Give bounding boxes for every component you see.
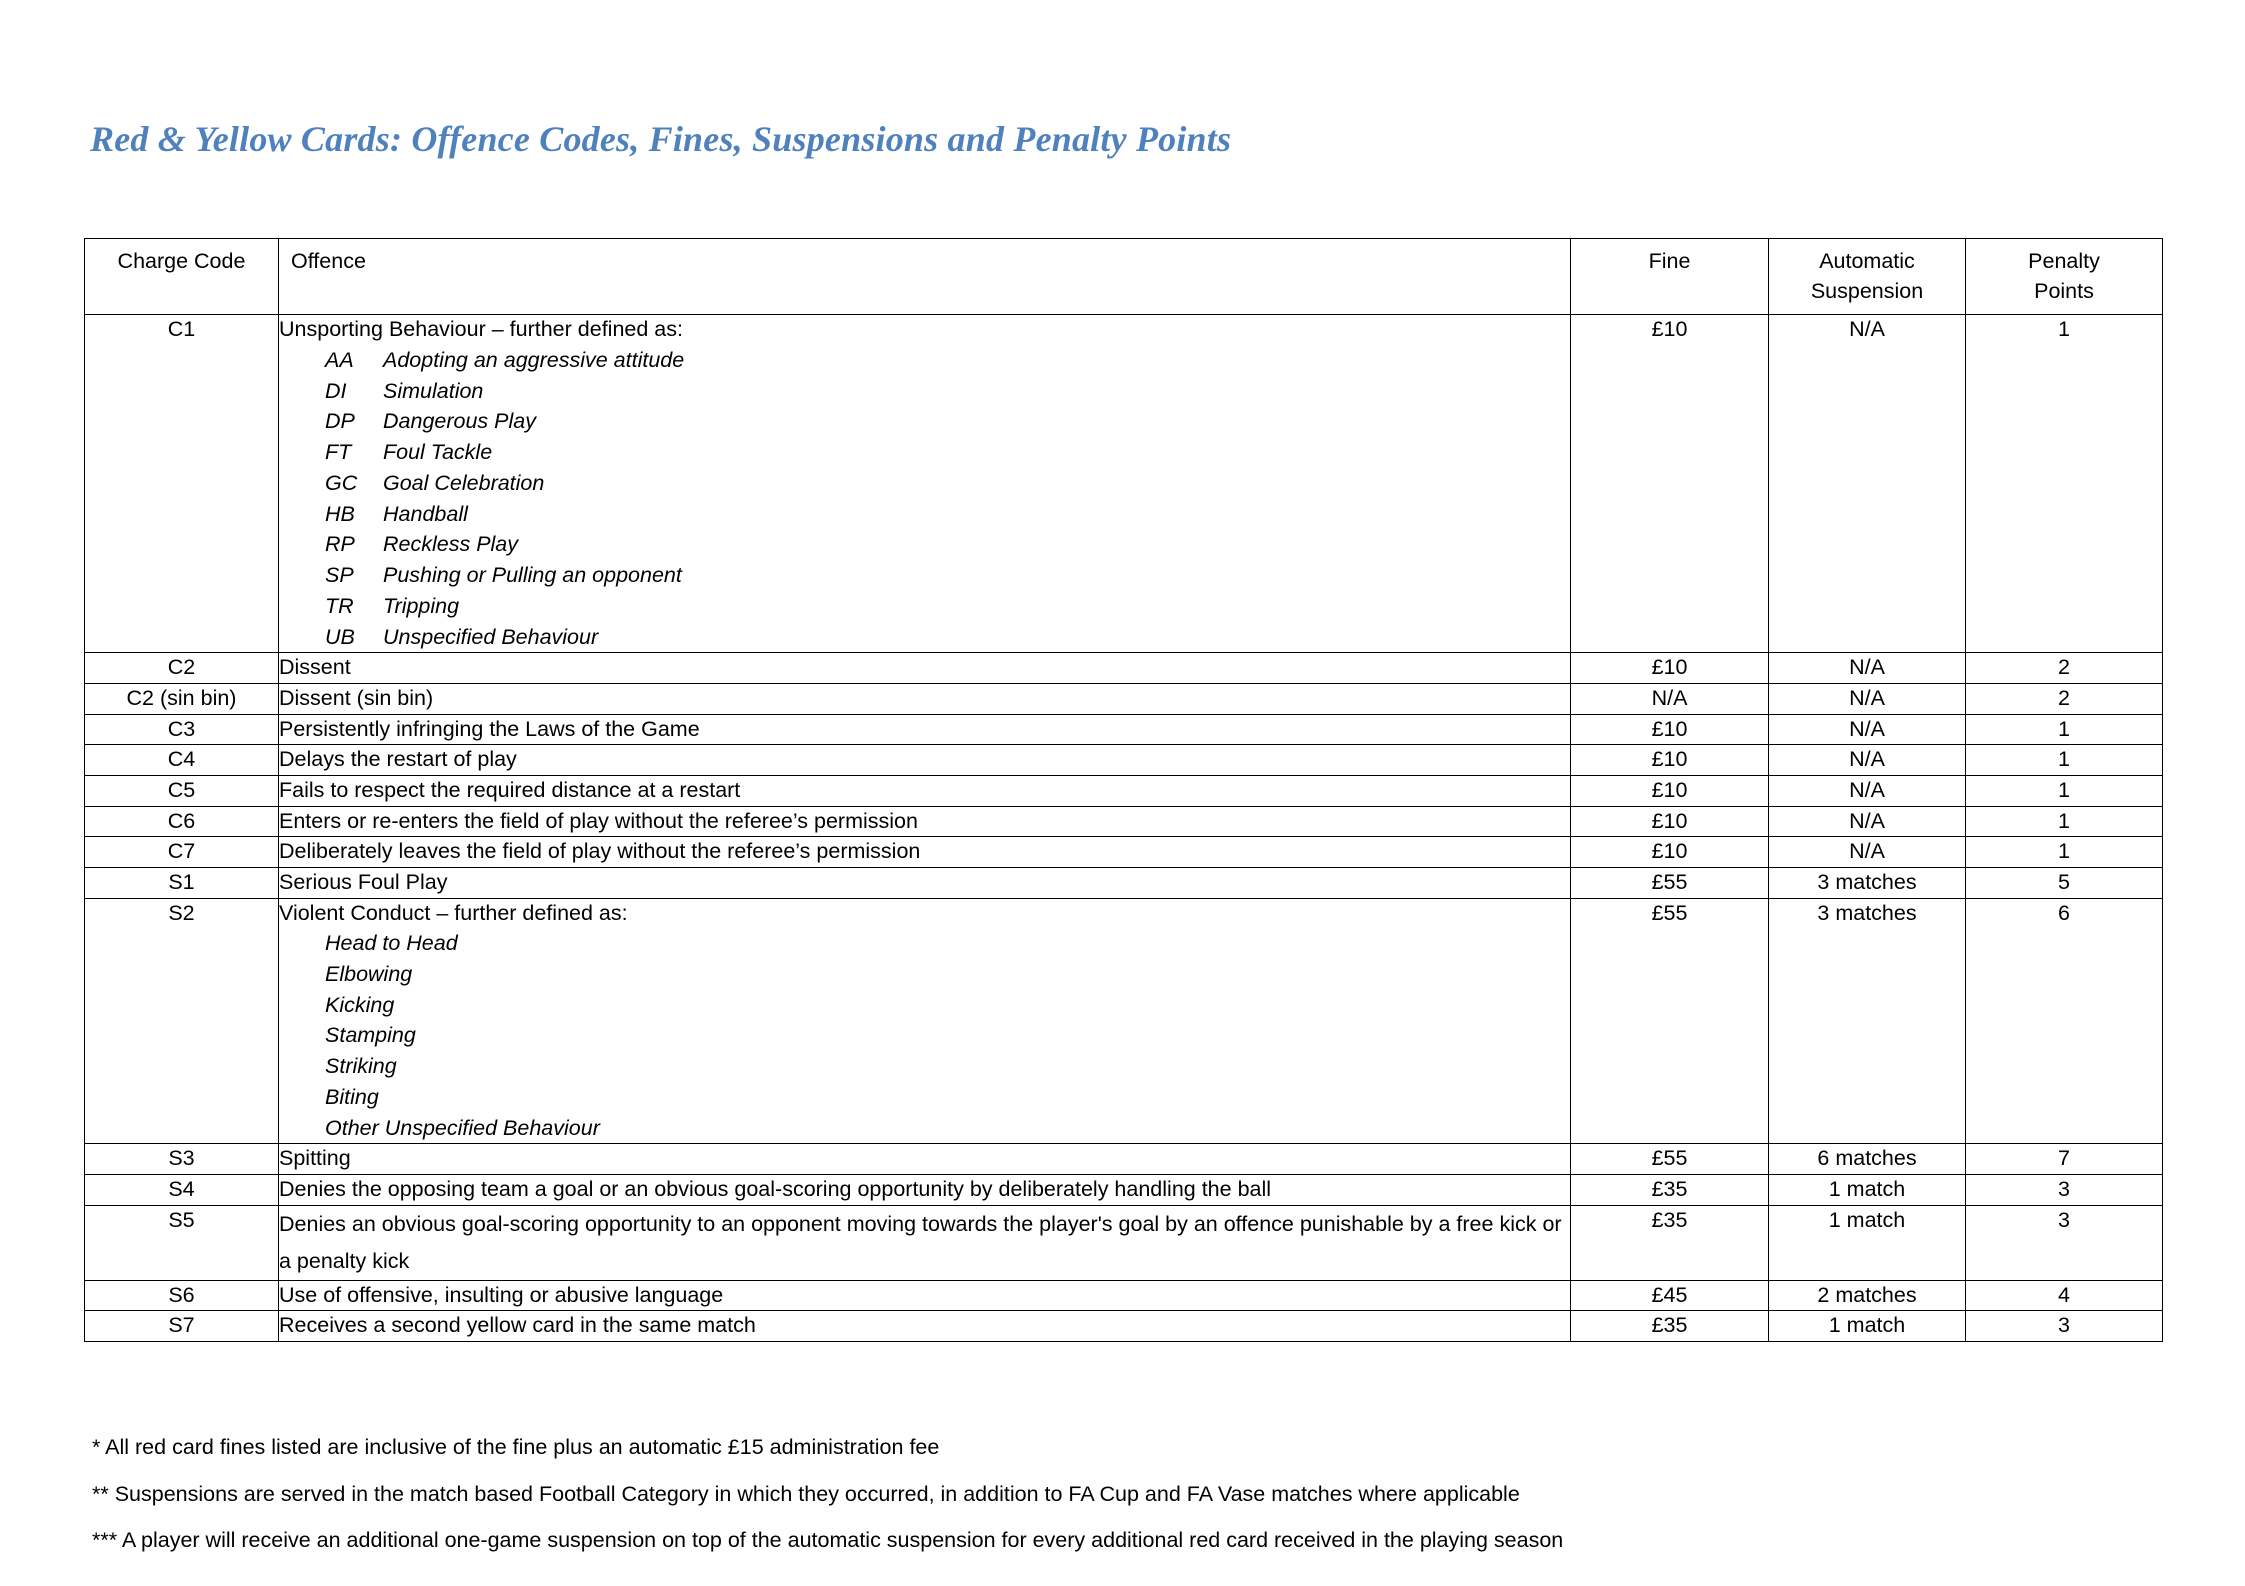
column-header-automatic-suspension	[1769, 239, 1966, 315]
cell-fine: £35	[1571, 1311, 1769, 1342]
offence-sub-item-label: Biting	[325, 1084, 379, 1109]
offence-sub-item-code: GC	[325, 470, 358, 495]
cell-offence	[279, 837, 1571, 868]
offence-sub-item-code: DP	[325, 409, 355, 434]
offence-sub-item	[279, 437, 1570, 468]
offence-sub-item-label: Striking	[325, 1054, 397, 1079]
cell-automatic-suspension: 6 matches	[1769, 1144, 1966, 1175]
offence-text: Delays the restart of play	[279, 747, 517, 772]
cell-fine: £10	[1571, 745, 1769, 776]
cell-offence	[279, 806, 1571, 837]
offence-sub-item-code: AA	[325, 347, 354, 372]
cell-fine: £10	[1571, 653, 1769, 684]
table-row	[85, 653, 2163, 684]
offence-sub-item-label: Simulation	[383, 378, 484, 403]
cell-charge-code: S5	[85, 1205, 279, 1280]
offence-text: Use of offensive, insulting or abusive language	[279, 1282, 724, 1307]
footnotes	[92, 1437, 2152, 1577]
cell-automatic-suspension: 3 matches	[1769, 867, 1966, 898]
column-header-automatic-suspension-line1: Automatic	[1819, 249, 1915, 273]
offence-sub-item-label: Foul Tackle	[383, 440, 493, 465]
cell-automatic-suspension: 3 matches	[1769, 898, 1966, 1144]
cell-offence	[279, 653, 1571, 684]
cell-charge-code: C3	[85, 714, 279, 745]
cell-penalty-points: 1	[1966, 775, 2163, 806]
offence-sub-item-label: Kicking	[325, 992, 395, 1017]
table-row	[85, 683, 2163, 714]
cell-automatic-suspension: N/A	[1769, 653, 1966, 684]
cell-charge-code: C6	[85, 806, 279, 837]
offence-sub-item-code: SP	[325, 563, 354, 588]
offence-sub-item	[279, 1082, 1570, 1113]
cell-penalty-points: 5	[1966, 867, 2163, 898]
offence-sub-item	[279, 468, 1570, 499]
cell-automatic-suspension: 1 match	[1769, 1205, 1966, 1280]
cell-charge-code: C2 (sin bin)	[85, 683, 279, 714]
offence-sub-item	[279, 529, 1570, 560]
table-row	[85, 898, 2163, 1144]
cell-fine: £10	[1571, 806, 1769, 837]
cell-penalty-points: 2	[1966, 683, 2163, 714]
offence-sub-item	[279, 928, 1570, 959]
table-row	[85, 806, 2163, 837]
cell-charge-code: S4	[85, 1175, 279, 1206]
cell-charge-code: S2	[85, 898, 279, 1144]
offence-text: Serious Foul Play	[279, 869, 448, 894]
cell-charge-code: S6	[85, 1280, 279, 1311]
offence-sub-item-code: DI	[325, 378, 347, 403]
cell-charge-code: C5	[85, 775, 279, 806]
offence-sub-item-label: Elbowing	[325, 961, 413, 986]
table-row	[85, 745, 2163, 776]
offence-sub-item-label: Unspecified Behaviour	[383, 624, 599, 649]
offence-sub-item	[279, 499, 1570, 530]
table-header	[85, 239, 2163, 315]
footnote: * All red card fines listed are inclusive of the fine plus an automatic £15 administration fee	[92, 1435, 940, 1459]
cell-offence	[279, 1280, 1571, 1311]
offence-text: Fails to respect the required distance at a restart	[279, 777, 741, 802]
offence-sub-item-label: Other Unspecified Behaviour	[325, 1115, 600, 1140]
cell-offence	[279, 1311, 1571, 1342]
cell-offence	[279, 1175, 1571, 1206]
table-row	[85, 1205, 2163, 1280]
column-header-penalty-points	[1966, 239, 2163, 315]
offence-sub-item-label: Handball	[383, 501, 468, 526]
cell-offence	[279, 1144, 1571, 1175]
offence-sub-item-code: FT	[325, 440, 352, 465]
offence-text: Deliberately leaves the field of play without the referee’s permission	[279, 839, 921, 864]
cell-offence	[279, 714, 1571, 745]
cell-automatic-suspension: 1 match	[1769, 1311, 1966, 1342]
offence-sub-item-label: Stamping	[325, 1023, 416, 1048]
cell-offence	[279, 775, 1571, 806]
cell-fine: £45	[1571, 1280, 1769, 1311]
offence-text: Violent Conduct – further defined as:	[279, 900, 628, 925]
cell-offence	[279, 315, 1571, 653]
table-row	[85, 315, 2163, 653]
cell-penalty-points: 1	[1966, 315, 2163, 653]
offence-sub-item	[279, 406, 1570, 437]
offence-text: Unsporting Behaviour – further defined as:	[279, 317, 683, 342]
offence-text: Dissent (sin bin)	[279, 685, 434, 710]
offence-sub-item	[279, 990, 1570, 1021]
offence-codes-table	[84, 238, 2163, 1342]
cell-penalty-points: 1	[1966, 837, 2163, 868]
cell-fine: £10	[1571, 714, 1769, 745]
cell-offence	[279, 683, 1571, 714]
offence-sub-item-code: RP	[325, 532, 355, 557]
table-row	[85, 837, 2163, 868]
offence-sub-item	[279, 1113, 1570, 1144]
offence-text: Denies an obvious goal-scoring opportunity to an opponent moving towards the player's goal by an offence punishable by a free kick or a penalty kick	[279, 1211, 1562, 1273]
cell-penalty-points: 3	[1966, 1205, 2163, 1280]
cell-fine: N/A	[1571, 683, 1769, 714]
cell-fine: £10	[1571, 775, 1769, 806]
cell-penalty-points: 1	[1966, 714, 2163, 745]
offence-sub-item-label: Head to Head	[325, 931, 458, 956]
cell-offence	[279, 867, 1571, 898]
offence-sub-item-label: Goal Celebration	[383, 470, 545, 495]
offence-sub-item	[279, 1020, 1570, 1051]
cell-penalty-points: 3	[1966, 1311, 2163, 1342]
cell-penalty-points: 4	[1966, 1280, 2163, 1311]
footnote: ** Suspensions are served in the match based Football Category in which they occurred, in addition to FA Cup and FA Vase matches where applicable	[92, 1481, 1520, 1506]
cell-fine: £55	[1571, 1144, 1769, 1175]
column-header-fine: Fine	[1571, 239, 1769, 315]
offence-sub-item	[279, 959, 1570, 990]
offence-sub-item	[279, 376, 1570, 407]
cell-automatic-suspension: N/A	[1769, 837, 1966, 868]
footnote: *** A player will receive an additional one-game suspension on top of the automatic suspension for every additional red card received in the playing season	[92, 1528, 1564, 1552]
column-header-penalty-points-line2: Points	[2034, 278, 2094, 303]
offence-sub-item	[279, 560, 1570, 591]
cell-offence	[279, 745, 1571, 776]
offence-sub-item	[279, 591, 1570, 622]
cell-fine: £35	[1571, 1205, 1769, 1280]
cell-automatic-suspension: N/A	[1769, 806, 1966, 837]
cell-penalty-points: 2	[1966, 653, 2163, 684]
cell-offence	[279, 1205, 1571, 1280]
offence-sub-list	[279, 928, 1570, 1143]
table-header-row	[85, 239, 2163, 315]
column-header-offence: Offence	[279, 239, 1571, 315]
cell-charge-code: S1	[85, 867, 279, 898]
offence-text: Enters or re-enters the field of play without the referee’s permission	[279, 808, 918, 833]
offence-sub-item-code: UB	[325, 624, 355, 649]
column-header-automatic-suspension-line2: Suspension	[1810, 278, 1924, 303]
table-row	[85, 867, 2163, 898]
table-row	[85, 1280, 2163, 1311]
cell-automatic-suspension: N/A	[1769, 714, 1966, 745]
cell-charge-code: S3	[85, 1144, 279, 1175]
column-header-penalty-points-line1: Penalty	[2028, 249, 2100, 273]
cell-penalty-points: 1	[1966, 806, 2163, 837]
table-row	[85, 1144, 2163, 1175]
cell-charge-code: C7	[85, 837, 279, 868]
table-row	[85, 714, 2163, 745]
offence-text: Dissent	[279, 655, 351, 680]
cell-charge-code: C4	[85, 745, 279, 776]
offence-text: Receives a second yellow card in the same match	[279, 1313, 756, 1338]
offence-text: Spitting	[279, 1146, 351, 1171]
cell-automatic-suspension: 1 match	[1769, 1175, 1966, 1206]
cell-penalty-points: 7	[1966, 1144, 2163, 1175]
offence-sub-item-label: Adopting an aggressive attitude	[383, 347, 685, 372]
cell-automatic-suspension: N/A	[1769, 315, 1966, 653]
offence-sub-item-label: Tripping	[383, 593, 460, 618]
offence-sub-item-code: HB	[325, 501, 355, 526]
table-row	[85, 775, 2163, 806]
offence-sub-item-label: Dangerous Play	[383, 409, 536, 434]
cell-automatic-suspension: 2 matches	[1769, 1280, 1966, 1311]
cell-penalty-points: 1	[1966, 745, 2163, 776]
cell-penalty-points: 3	[1966, 1175, 2163, 1206]
offence-sub-item	[279, 345, 1570, 376]
table-row	[85, 1175, 2163, 1206]
offence-sub-item-label: Reckless Play	[383, 532, 519, 557]
cell-fine: £35	[1571, 1175, 1769, 1206]
cell-charge-code: C2	[85, 653, 279, 684]
offence-sub-list	[279, 345, 1570, 652]
table-body	[85, 315, 2163, 1342]
cell-charge-code: S7	[85, 1311, 279, 1342]
cell-fine: £10	[1571, 315, 1769, 653]
cell-charge-code: C1	[85, 315, 279, 653]
cell-fine: £55	[1571, 867, 1769, 898]
column-header-charge-code: Charge Code	[85, 239, 279, 315]
cell-penalty-points: 6	[1966, 898, 2163, 1144]
cell-fine: £55	[1571, 898, 1769, 1144]
cell-fine: £10	[1571, 837, 1769, 868]
page-title: Red & Yellow Cards: Offence Codes, Fines, Suspensions and Penalty Points	[90, 119, 1232, 159]
offence-sub-item-label: Pushing or Pulling an opponent	[383, 563, 682, 588]
offence-text: Persistently infringing the Laws of the Game	[279, 716, 700, 741]
cell-offence	[279, 898, 1571, 1144]
table-row	[85, 1311, 2163, 1342]
offence-sub-item	[279, 1051, 1570, 1082]
offence-sub-item	[279, 622, 1570, 653]
offence-text: Denies the opposing team a goal or an obvious goal-scoring opportunity by deliberately handling the ball	[279, 1177, 1272, 1202]
cell-automatic-suspension: N/A	[1769, 775, 1966, 806]
cell-automatic-suspension: N/A	[1769, 683, 1966, 714]
cell-automatic-suspension: N/A	[1769, 745, 1966, 776]
offence-sub-item-code: TR	[325, 593, 354, 618]
